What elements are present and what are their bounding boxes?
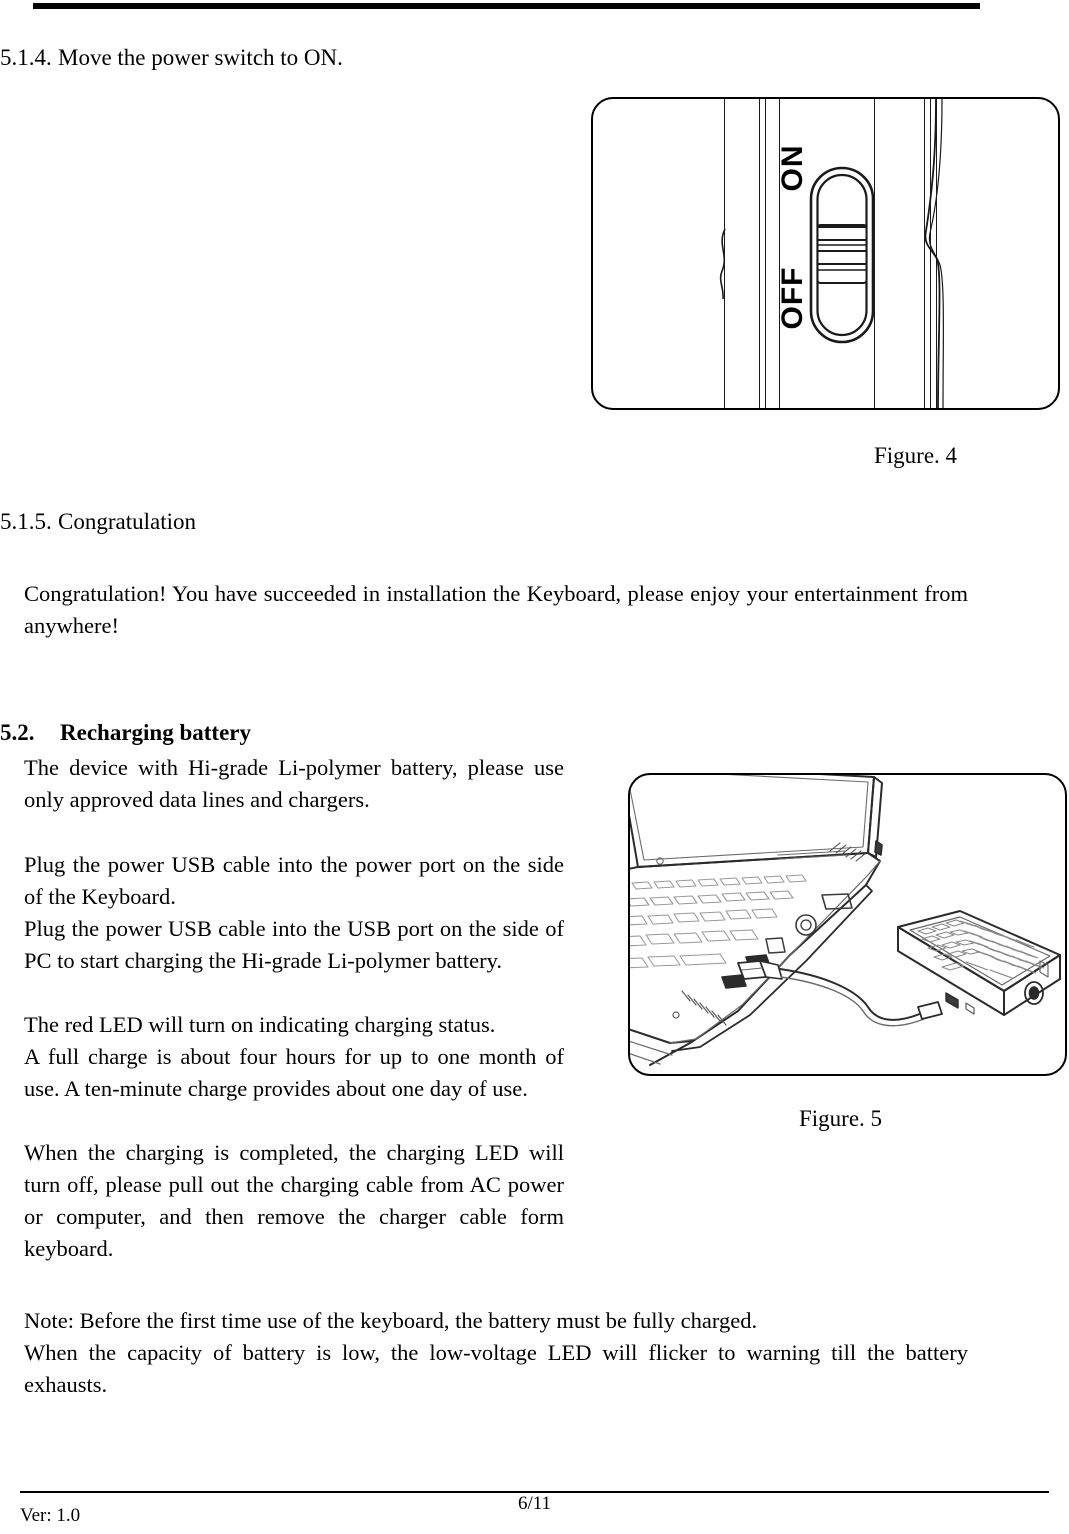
section-heading-5-1-5 — [0, 508, 196, 536]
f4-power-switch-icon — [808, 165, 878, 345]
f4-cable-detail-icon — [918, 99, 950, 408]
recharging-paragraph-2: Plug the power USB cable into the power port on the side of the Keyboard. — [24, 852, 564, 909]
note-line-1: Note: Before the first time use of the keyboard, the battery must be fully charged. — [24, 1308, 758, 1333]
congratulation-paragraph: Congratulation! You have succeeded in installation the Keyboard, please enjoy your entertainment from anywhere! — [24, 581, 968, 638]
section-number-5-1-5: 5.1.5. — [0, 509, 52, 534]
f5-laptop-keyboard-drawing — [630, 775, 1065, 1074]
section-number-5-2: 5.2. — [0, 720, 35, 745]
section-title-5-1-4: Move the power switch to ON. — [58, 45, 343, 70]
f4-switch-off-label: OFF — [776, 266, 809, 330]
f4-edge-line-3 — [765, 99, 766, 408]
figure-4-image — [591, 97, 1060, 410]
recharging-paragraph-1: The device with Hi-grade Li-polymer battery, please use only approved data lines and chargers. — [24, 755, 564, 812]
recharging-paragraph-3: Plug the power USB cable into the USB port on the side of PC to start charging the Hi-grade Li-polymer battery. — [24, 916, 564, 973]
document-version: Ver: 1.0 — [20, 1505, 81, 1526]
f4-seam-detail-icon — [713, 229, 737, 299]
figure-5-caption: Figure. 5 — [799, 1106, 883, 1131]
section-number-5-1-4: 5.1.4. — [0, 45, 52, 70]
section-title-5-1-5: Congratulation — [58, 509, 196, 534]
figure-5-image — [628, 773, 1067, 1076]
section-title-5-2: Recharging battery — [60, 720, 251, 745]
page-number: 6/11 — [517, 1493, 552, 1514]
figure-4-caption: Figure. 4 — [874, 443, 958, 468]
recharging-paragraph-5: A full charge is about four hours for up to one month of use. A ten-minute charge provides about one day of use. — [24, 1044, 564, 1101]
f4-switch-on-label: ON — [776, 144, 809, 192]
section-heading-5-2 — [0, 719, 251, 747]
note-line-2: When the capacity of battery is low, the low-voltage LED will flicker to warning till the battery exhausts. — [24, 1340, 968, 1397]
section-heading-5-1-4 — [0, 44, 343, 72]
recharging-paragraph-6: When the charging is completed, the charging LED will turn off, please pull out the charging cable from AC power or computer, and then remove the charger cable form keyboard. — [24, 1140, 564, 1261]
recharging-paragraph-4: The red LED will turn on indicating charging status. — [24, 1012, 496, 1037]
f4-edge-line-2 — [759, 99, 760, 408]
page-header-rule — [33, 3, 980, 9]
